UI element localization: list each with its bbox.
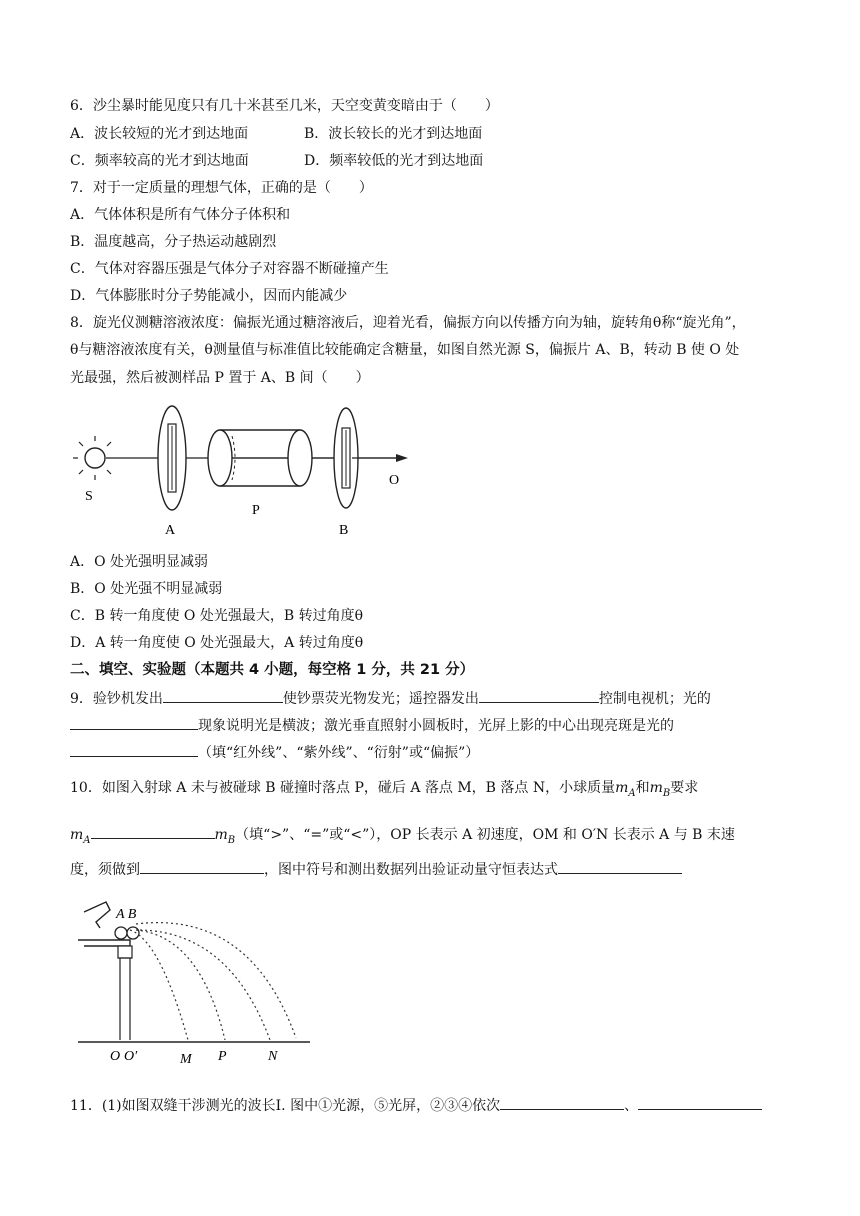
q8-option-c: C．B 转一角度使 O 处光强最大，B 转过角度θ [70, 608, 363, 624]
q6-option-a: A．波长较短的光才到达地面 [70, 126, 249, 142]
q10-text-3: （填“>”、“=”或“<”）， [235, 827, 391, 843]
polarimeter-figure [70, 378, 420, 538]
q6-option-d: D．频率较低的光才到达地面 [304, 153, 484, 169]
q11-blank-2 [638, 1095, 762, 1110]
q10-text-4: OP 长表示 A 初速度，OM 和 O′N 长表示 A 与 B 末速 [390, 827, 735, 843]
q7-stem: 7．对于一定质量的理想气体，正确的是（ ） [70, 180, 373, 196]
label-o-prime: O′ [124, 1049, 138, 1064]
label-o: O [389, 473, 400, 488]
q8-stem-line2: θ与糖溶液浓度有关，θ测量值与标准值比较能确定含糖量，如图自然光源 S，偏振片 A、B，转动 B 使 O 处 [70, 342, 740, 358]
q7-option-c: C．气体对容器压强是气体分子对容器不断碰撞产生 [70, 261, 389, 277]
label-ab: A B [116, 907, 137, 922]
label-p: P [218, 1049, 227, 1064]
q9-text-2: 使钞票荧光物发光；遥控器发出 [282, 691, 479, 707]
q9-text-5: （填“红外线”、“紫外线”、“衍射”或“偏振”） [198, 745, 480, 761]
collision-figure [70, 900, 320, 1065]
ball-b [127, 927, 139, 939]
q10-text-6: ，图中符号和测出数据列出验证动量守恒表达式 [264, 862, 558, 878]
q10-blank-3 [558, 859, 682, 874]
label-m: M [180, 1052, 192, 1065]
q9-blank-4 [70, 742, 198, 757]
q11-blank-1 [500, 1095, 624, 1110]
q9-line3 [70, 742, 479, 763]
q9-blank-1 [163, 688, 283, 703]
q10-line2: $m_A$ $m_B$（填“>”、“=”或“<”），OP 长表示 A 初速度，OM 和 O′N 长表示 A 与 B 末速 [70, 824, 735, 851]
label-a: A [165, 523, 176, 538]
trajectories [130, 923, 296, 1040]
q10-blank-1 [91, 824, 215, 839]
q10-blank-2 [140, 859, 264, 874]
q9-line2 [70, 715, 674, 736]
q9-text-4: 现象说明光是横波；激光垂直照射小圆板时，光屏上影的中心出现亮斑是光的 [198, 718, 674, 734]
q9-blank-2 [479, 688, 599, 703]
label-o: O [110, 1049, 121, 1064]
q7-option-a: A．气体体积是所有气体分子体积和 [70, 207, 291, 223]
q8-option-a: A．O 处光强明显减弱 [70, 554, 209, 570]
q9-text-3: 控制电视机；光的 [598, 691, 711, 707]
q10-line3 [70, 859, 682, 880]
q7-option-d: D．气体膨胀时分子势能减小，因而内能减少 [70, 288, 348, 304]
q11-line1: 11．(1)如图双缝干涉测光的波长Ⅰ. 图中①光源，⑤光屏，②③④依次 、 [70, 1095, 762, 1116]
label-n: N [268, 1049, 278, 1064]
q8-stem-line3: 光最强，然后被测样品 P 置于 A、B 间（ ） [70, 370, 370, 386]
q10-line1: 10．如图入射球 A 未与被碰球 B 碰撞时落点 P，碰后 A 落点 M，B 落点 N，小球质量$m_A$和$m_B$要求 [70, 780, 699, 799]
q11-text-1: 11．(1)如图双缝干涉测光的波长Ⅰ. 图中①光源，⑤光屏，②③④依次 [70, 1098, 501, 1114]
q8-stem-line1: 8．旋光仪测糖溶液浓度：偏振光通过糖溶液后，迎着光看，偏振方向以传播方向为轴，旋转角θ称“旋光角”， [70, 315, 746, 331]
section-2-heading: 二、填空、实验题（本题共 4 小题，每空格 1 分，共 21 分） [70, 662, 475, 678]
sample-tube [288, 430, 312, 486]
q6-option-b: B．波长较长的光才到达地面 [304, 126, 483, 142]
label-b: B [339, 523, 349, 538]
ramp [84, 902, 110, 928]
light-source-icon [85, 448, 105, 468]
q9-blank-3 [70, 715, 198, 730]
q9-text-1: 9．验钞机发出 [70, 691, 163, 707]
q8-option-d: D．A 转一角度使 O 处光强最大，A 转过角度θ [70, 635, 364, 651]
q8-option-b: B．O 处光强不明显减弱 [70, 581, 223, 597]
ball-a [115, 927, 127, 939]
label-s: S [85, 489, 93, 504]
q10-text-5: 度，须做到 [70, 862, 140, 878]
q9-line1 [70, 688, 711, 709]
q6-option-c: C．频率较高的光才到达地面 [70, 153, 249, 169]
label-p: P [252, 503, 260, 518]
q7-option-b: B．温度越高，分子热运动越剧烈 [70, 234, 277, 250]
q10-text-1: 10．如图入射球 A 未与被碰球 B 碰撞时落点 P，碰后 A 落点 M，B 落点 N，小球质量 [70, 780, 616, 796]
q6-stem: 6．沙尘暴时能见度只有几十米甚至几米，天空变黄变暗由于（ ） [70, 98, 499, 114]
